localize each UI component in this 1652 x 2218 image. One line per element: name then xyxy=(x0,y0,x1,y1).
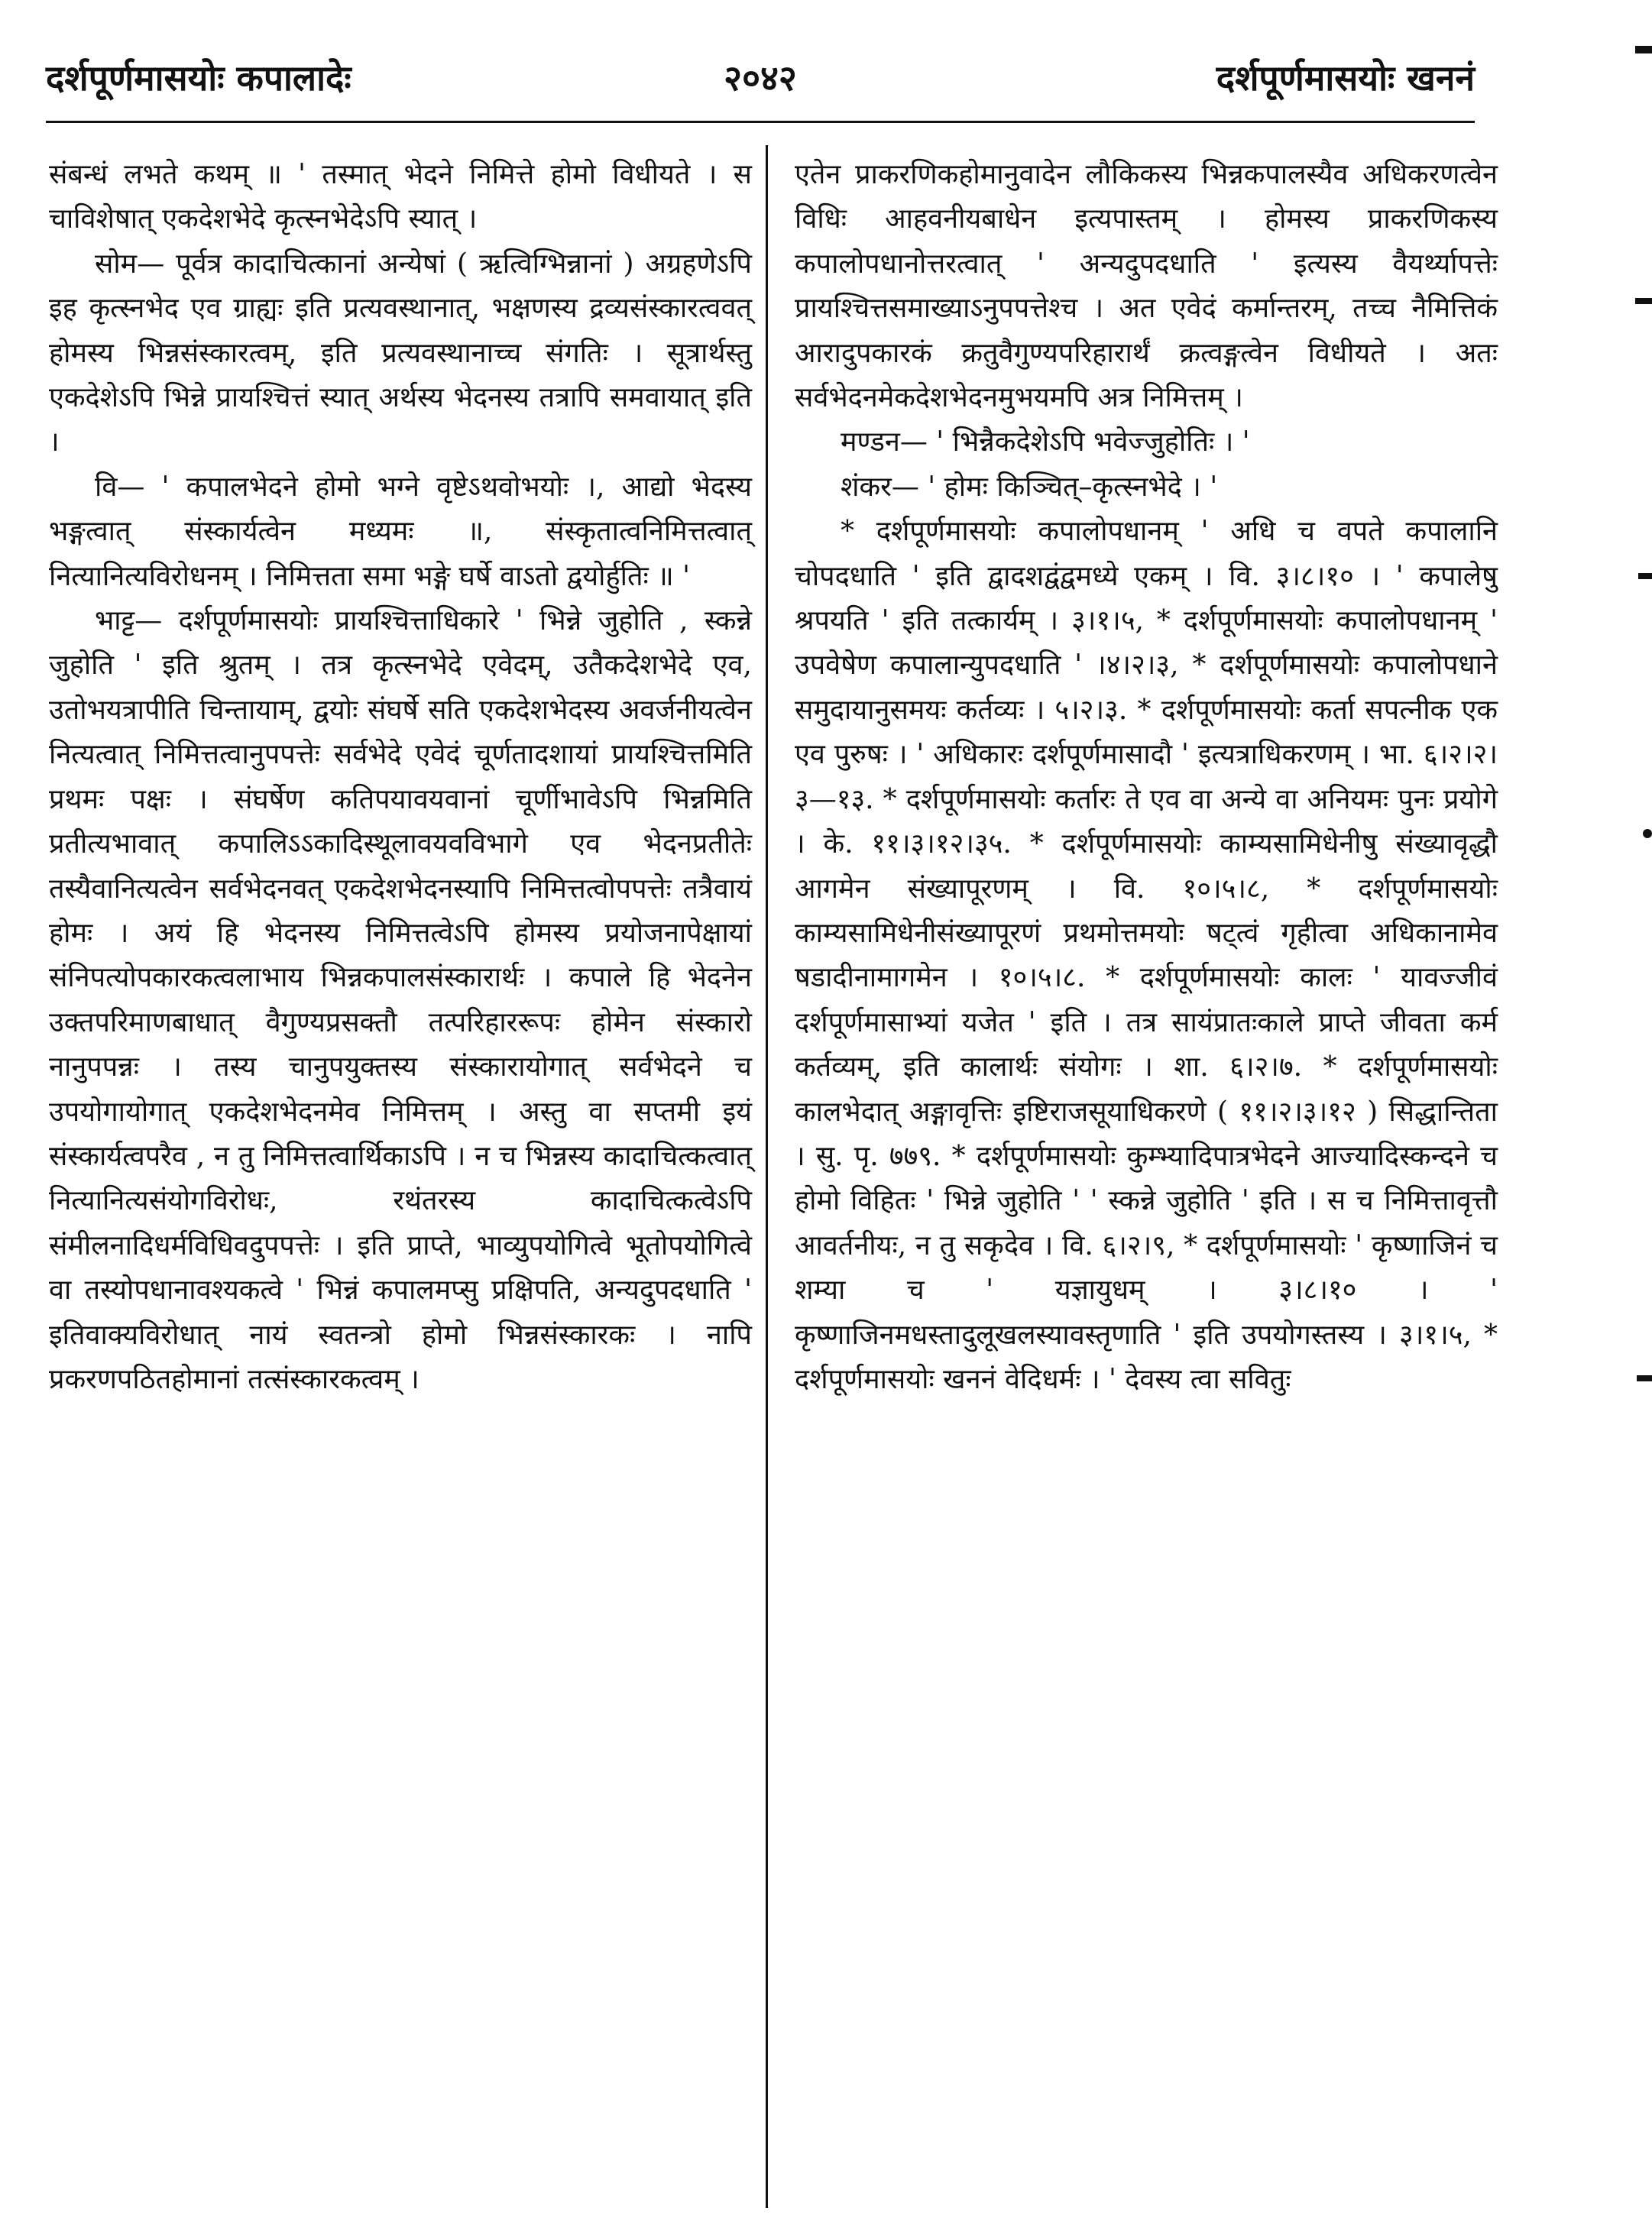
margin-mark xyxy=(1635,46,1652,53)
left-para-bhatta: भाट्ट— दर्शपूर्णमासयोः प्रायश्चित्ताधिकारे ' भिन्ने जुहोति , स्कन्ने जुहोति ' इति श्रुतम् । तत्र कृत्स्नभेदे एवेदम्, उतैकदेशभेदे एव, उतोभयत्रापीति चिन्तायाम्, द्वयोः संघर्षे सति एकदेशभेदस्य अवर्जनीयत्वेन नित्यत्वात् निमित्तत्वानुपपत्तेः सर्वभेदे एवेदं चूर्णतादशायां प्रायश्चित्तमिति प्रथमः पक्षः । संघर्षेण कतिपयावयवानां चूर्णीभावेऽपि भिन्नमिति प्रतीत्यभावात् कपालिऽऽकादिस्थूलावयवविभागे एव भेदनप्रतीतेः तस्यैवानित्यत्वेन सर्वभेदनवत् एकदेशभेदनस्यापि निमित्तत्वोपपत्तेः तत्रैवायं होमः । अयं हि भेदनस्य निमित्तत्वेऽपि होमस्य प्रयोजनापेक्षायां संनिपत्योपकारकत्वलाभाय भिन्नकपालसंस्कारार्थः । कपाले हि भेदनेन उक्तपरिमाणबाधात् वैगुण्यप्रसक्तौ तत्परिहाररूपः होमेन संस्कारो नानुपपन्नः । तस्य चानुपयुक्तस्य संस्कारायोगात् सर्वभेदने च उपयोगायोगात् एकदेशभेदनमेव निमित्तम् । अस्तु वा सप्तमी इयं संस्कार्यत्वपरैव , न तु निमित्तत्वार्थिकाऽपि । न च भिन्नस्य कादाचित्कत्वात् नित्यानित्यसंयोगविरोधः, रथंतरस्य कादाचित्कत्वेऽपि संमीलनादिधर्मविधिवदुपपत्तेः । इति प्राप्ते, भाव्युपयोगित्वे भूतोपयोगित्वे वा तस्योपधानावश्यकत्वे ' भिन्नं कपालमप्सु प्रक्षिपति, अन्यदुपदधाति ' इतिवाक्यविरोधात् नायं स्वतन्त्रो होमो भिन्नसंस्कारकः । नापि प्रकरणपठितहोमानां तत्संस्कारकत्वम् । xyxy=(49,605,752,1395)
left-para-1: संबन्धं लभते कथम् ॥ ' तस्मात् भेदने निमित्ते होमो विधीयते । स चाविशेषात् एकदेशभेदे कृत्स्नभेदेऽपि स्यात् । xyxy=(49,159,752,235)
margin-mark xyxy=(1643,829,1652,838)
right-para-shankar: शंकर— ' होमः किञ्चित्–कृत्स्नभेदे । ' xyxy=(841,471,1218,503)
margin-mark xyxy=(1635,298,1652,304)
page-number: २०४२ xyxy=(724,57,797,99)
running-head-right: दर्शपूर्णमासयोः खननं xyxy=(1216,57,1475,99)
left-column xyxy=(49,153,752,1402)
right-column xyxy=(795,153,1498,1402)
left-para-vi: वि— ' कपालभेदने होमो भग्ने वृष्टेऽथवोभयोः ।, आद्यो भेदस्य भङ्गत्वात् संस्कार्यत्वेन मध्यमः ॥, संस्कृतात्वनिमित्तत्वात् नित्यानित्यविरोधनम् । निमित्तता समा भङ्गे घर्षे वाऽतो द्वयोर्हुतिः ॥ ' xyxy=(49,471,752,592)
header-rule xyxy=(46,121,1475,123)
column-divider xyxy=(766,145,768,2208)
left-para-soma: सोम— पूर्वत्र कादाचित्कानां अन्येषां ( ऋत्विग्भिन्नानां ) अग्रहणेऽपि इह कृत्स्नभेद एव ग्राह्यः इति प्रत्यवस्थानात्, भक्षणस्य द्रव्यसंस्कारत्ववत् होमस्य भिन्नसंस्कारत्वम्, इति प्रत्यवस्थानाच्च संगतिः । सूत्रार्थस्तु एकदेशेऽपि भिन्ने प्रायश्चित्तं स्यात् अर्थस्य भेदनस्य तत्रापि समवायात् इति । xyxy=(49,248,752,458)
page-header xyxy=(46,53,1475,115)
margin-mark xyxy=(1638,573,1652,579)
right-para-mandan: मण्डन— ' भिन्नैकदेशेऽपि भवेज्जुहोतिः । ' xyxy=(841,426,1250,458)
right-para-1: एतेन प्राकरणिकहोमानुवादेन लौकिकस्य भिन्नकपालस्यैव अधिकरणत्वेन विधिः आहवनीयबाधेन इत्यपास्तम् । होमस्य प्राकरणिकस्य कपालोपधानोत्तरत्वात् ' अन्यदुपदधाति ' इत्यस्य वैयर्थ्यापत्तेः प्रायश्चित्तसमाख्याऽनुपपत्तेश्च । अत एवेदं कर्मान्तरम्, तच्च नैमित्तिकं आरादुपकारकं क्रतुवैगुण्यपरिहारार्थं क्रत्वङ्गत्वेन विधीयते । अतः सर्वभेदनमेकदेशभेदनमुभयमपि अत्र निमित्तम् । xyxy=(795,159,1498,414)
right-para-entries: * दर्शपूर्णमासयोः कपालोपधानम् ' अधि च वपते कपालानि चोपदधाति ' इति द्वादशद्वंद्वमध्ये एकम् । वि. ३।८।१० । ' कपालेषु श्रपयति ' इति तत्कार्यम् । ३।१।५, * दर्शपूर्णमासयोः कपालोपधानम् ' उपवेषेण कपालान्युपदधाति ' ।४।२।३, * दर्शपूर्णमासयोः कपालोपधाने समुदायानुसमयः कर्तव्यः । ५।२।३. * दर्शपूर्णमासयोः कर्ता सपत्नीक एक एव पुरुषः । ' अधिकारः दर्शपूर्णमासादौ ' इत्यत्राधिकरणम् । भा. ६।२।२।३—१३. * दर्शपूर्णमासयोः कर्तारः ते एव वा अन्ये वा अनियमः पुनः प्रयोगे । के. ११।३।१२।३५. * दर्शपूर्णमासयोः काम्यसामिधेनीषु संख्यावृद्धौ आगमेन संख्यापूरणम् । वि. १०।५।८, * दर्शपूर्णमासयोः काम्यसामिधेनीसंख्यापूरणं प्रथमोत्तमयोः षट्त्वं गृहीत्वा अधिकानामेव षडादीनामागमेन । १०।५।८. * दर्शपूर्णमासयोः कालः ' यावज्जीवं दर्शपूर्णमासाभ्यां यजेत ' इति । तत्र सायंप्रातःकाले प्राप्ते जीवता कर्म कर्तव्यम्, इति कालार्थः संयोगः । शा. ६।२।७. * दर्शपूर्णमासयोः कालभेदात् अङ्गावृत्तिः इष्टिराजसूयाधिकरणे ( ११।२।३।१२ ) सिद्धान्तिता । सु. पृ. ७७९. * दर्शपूर्णमासयोः कुम्भ्यादिपात्रभेदने आज्यादिस्कन्दने च होमो विहितः ' भिन्ने जुहोति ' ' स्कन्ने जुहोति ' इति । स च निमित्तावृत्तौ आवर्तनीयः, न तु सकृदेव । वि. ६।२।९, * दर्शपूर्णमासयोः ' कृष्णाजिनं च शम्या च ' यज्ञायुधम् । ३।८।१० । ' कृष्णाजिनमधस्तादुलूखलस्यावस्तृणाति ' इति उपयोगस्तस्य । ३।१।५, * दर्शपूर्णमासयोः खननं वेदिधर्मः । ' देवस्य त्वा सवितुः xyxy=(795,516,1498,1395)
margin-mark xyxy=(1637,1375,1652,1381)
running-head-left: दर्शपूर्णमासयोः कपालादेः xyxy=(46,57,351,99)
